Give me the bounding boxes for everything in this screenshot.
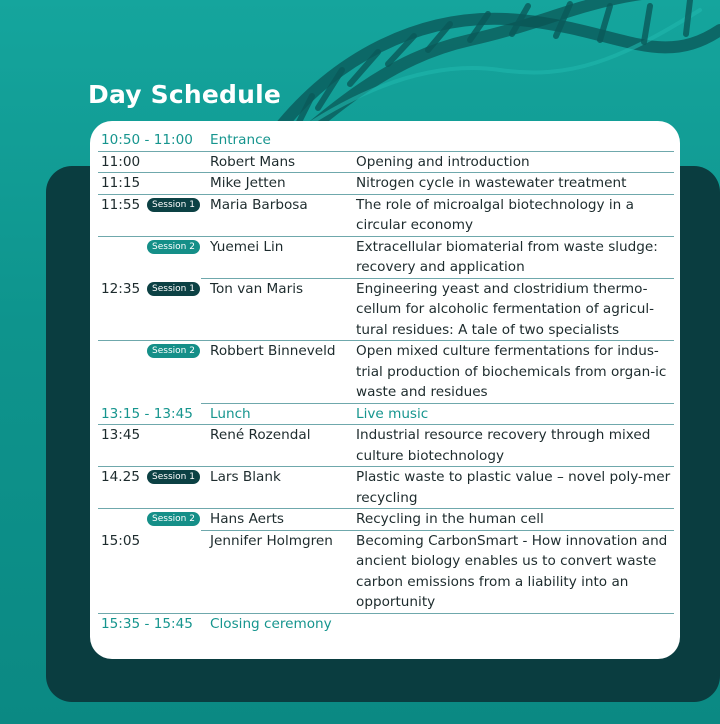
row-speaker: Yuemei Lin: [210, 238, 284, 255]
schedule-table: [98, 130, 674, 634]
row-title: Extracellular biomaterial from waste sludge: recovery and application: [356, 238, 658, 275]
schedule-row: [98, 195, 674, 237]
row-label: Closing ceremony: [210, 615, 332, 632]
row-title: Recycling in the human cell: [356, 511, 544, 527]
row-speaker: Robert Mans: [210, 153, 296, 170]
row-speaker: Jennifer Holmgren: [210, 532, 333, 549]
session-badge: Session 2: [147, 512, 200, 526]
row-title: Live music: [356, 405, 429, 422]
schedule-row: [98, 531, 674, 614]
page-title: Day Schedule: [88, 80, 282, 109]
row-time: 11:55: [101, 196, 141, 213]
session-badge: Session 1: [147, 470, 200, 484]
row-time: 11:00: [101, 153, 141, 170]
row-title: [356, 130, 676, 151]
row-time: 11:15: [101, 175, 141, 191]
row-time: 13:15 - 13:45: [101, 405, 193, 422]
schedule-row-entrance: [98, 130, 674, 152]
session-badge: Session 1: [147, 198, 200, 212]
session-badge: Session 2: [147, 240, 200, 254]
schedule-row: [98, 173, 674, 195]
schedule-card: [90, 121, 680, 659]
row-time: 10:50 - 11:00: [101, 132, 193, 148]
row-speaker: Maria Barbosa: [210, 196, 308, 213]
row-time: 15:35 - 15:45: [101, 615, 193, 632]
schedule-row-closing: [98, 614, 674, 635]
row-title: Open mixed culture fermentations for indus-trial production of biochemicals from organ-ic waste and residues: [356, 343, 667, 400]
schedule-row-parallel: [152, 509, 674, 531]
row-time: 12:35: [101, 280, 141, 297]
row-speaker: Hans Aerts: [210, 511, 284, 527]
row-time: 14.25: [101, 469, 140, 485]
row-speaker: Lars Blank: [210, 469, 281, 485]
schedule-row: [98, 152, 674, 174]
row-speaker: Ton van Maris: [210, 280, 304, 297]
row-time: 13:45: [101, 427, 141, 443]
row-speaker: Robbert Binneveld: [210, 343, 336, 359]
schedule-row: [98, 425, 674, 467]
row-title: Industrial resource recovery through mixed culture biotechnology: [356, 427, 651, 464]
row-title: Becoming CarbonSmart - How innovation and ancient biology enables us to convert waste carbon emissions from a liability into an opportunity: [356, 532, 668, 610]
schedule-row-parallel: [152, 237, 674, 279]
row-speaker: René Rozendal: [210, 427, 311, 443]
schedule-row-parallel: [152, 341, 674, 404]
schedule-row: [98, 279, 674, 342]
row-label: Entrance: [210, 132, 271, 148]
row-label: Lunch: [210, 405, 251, 422]
row-time: 15:05: [101, 532, 141, 549]
schedule-row-lunch: [98, 404, 674, 426]
row-speaker: Mike Jetten: [210, 175, 286, 191]
row-title: Plastic waste to plastic value – novel poly-mer recycling: [356, 469, 671, 506]
session-badge: Session 1: [147, 282, 200, 296]
row-title: Opening and introduction: [356, 153, 530, 170]
row-title: Engineering yeast and clostridium thermo-cellum for alcoholic fermentation of agricul-tural residues: A tale of two specialists: [356, 280, 655, 338]
schedule-row: [98, 467, 674, 509]
row-title: Nitrogen cycle in wastewater treatment: [356, 175, 627, 191]
row-title: [356, 614, 676, 635]
row-title: The role of microalgal biotechnology in a circular economy: [356, 196, 634, 233]
session-badge: Session 2: [147, 344, 200, 358]
